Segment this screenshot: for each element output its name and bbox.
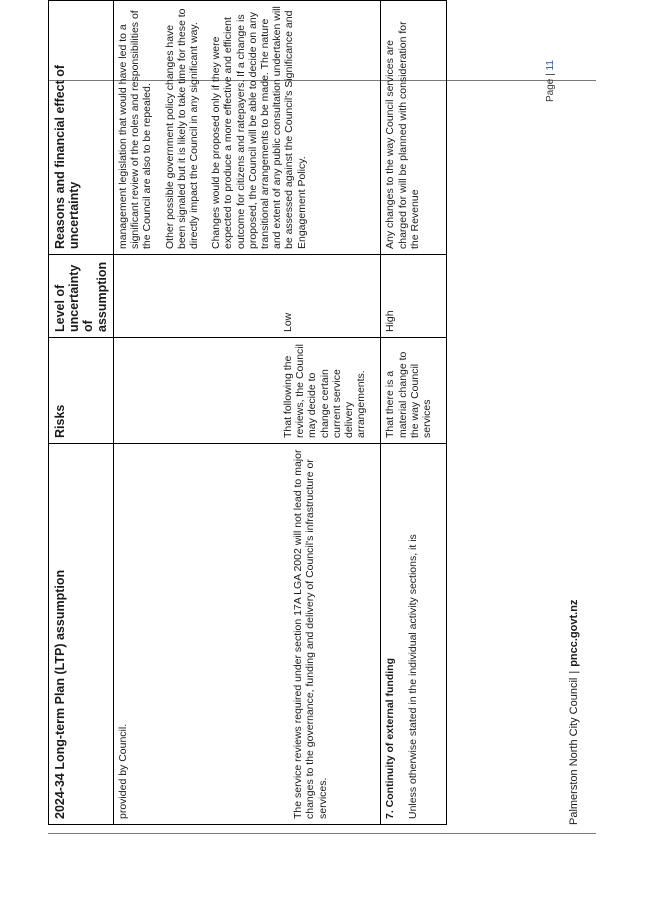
row1-level: Low bbox=[282, 312, 294, 332]
row2-title: 7. Continuity of external funding bbox=[384, 658, 397, 819]
row1-level-cell bbox=[114, 255, 381, 338]
row1-reasons-b: Other possible government policy changes have been signaled but it is likely to take time for these to directly impact the Council in any significant way. bbox=[163, 8, 201, 249]
footer-org: Palmerston North City Council bbox=[568, 677, 580, 825]
table-row bbox=[114, 1, 381, 825]
page-number: 11 bbox=[545, 60, 556, 71]
row2-assumption: Unless otherwise stated in the individual activity sections, it is bbox=[406, 534, 419, 819]
page-label: Page | bbox=[545, 73, 556, 102]
header-level: Level of uncertainty of assumption bbox=[49, 255, 114, 338]
row1-risks-cell bbox=[114, 338, 381, 444]
row1-assumption-b: The service reviews required under section 17A LGA 2002 will not lead to major changes to the governance, funding and delivery of Council's infrastructure or services. bbox=[292, 449, 329, 819]
spacer bbox=[117, 260, 282, 332]
header-reasons: Reasons and financial effect of uncertainty bbox=[49, 1, 114, 255]
row1-reasons-cell bbox=[114, 1, 381, 255]
page-footer bbox=[568, 45, 580, 825]
row2-risks: That there is a material change to the way Council services bbox=[384, 351, 434, 438]
spacer bbox=[139, 449, 292, 819]
assumptions-table bbox=[48, 0, 447, 825]
table-header-row bbox=[49, 1, 114, 825]
rotated-page bbox=[48, 6, 596, 870]
footer-separator: | bbox=[568, 670, 580, 674]
row1-risks: That following the reviews, the Council may decide to change certain current service delivery arrangements. bbox=[282, 344, 368, 438]
footer-site-link[interactable]: pncc.govt.nz bbox=[568, 599, 580, 667]
row2-level-cell bbox=[381, 255, 447, 338]
row1-reasons-a: management legislation that would have led to a significant review of the roles and responsibilities of the Council are also to be repealed. bbox=[117, 10, 154, 249]
row1-assumption-a: provided by Council. bbox=[117, 723, 129, 819]
row2-reasons: Any changes to the way Council services are charged for will be planned with consideration for the Revenue bbox=[384, 21, 421, 249]
row1-reasons-c: Changes would be proposed only if they were expected to produce a more effective and efficient outcome for citizens and ratepayers. If a change is proposed, the Council will be able to decide on any transitional arrangements to be made. The nature and extent of any public consultation undertaken will be assessed against the Council's Significance and Engagement Policy. bbox=[210, 6, 308, 249]
row1-assumption-cell bbox=[114, 444, 381, 825]
row2-assumption-cell bbox=[381, 444, 447, 825]
row2-risks-cell bbox=[381, 338, 447, 444]
spacer bbox=[117, 343, 282, 438]
header-assumption: 2024-34 Long-term Plan (LTP) assumption bbox=[49, 444, 114, 825]
page-number-box bbox=[545, 60, 556, 102]
row2-level: High bbox=[384, 310, 397, 332]
table-row bbox=[381, 1, 447, 825]
row2-reasons-cell bbox=[381, 1, 447, 255]
header-risks: Risks bbox=[49, 338, 114, 444]
